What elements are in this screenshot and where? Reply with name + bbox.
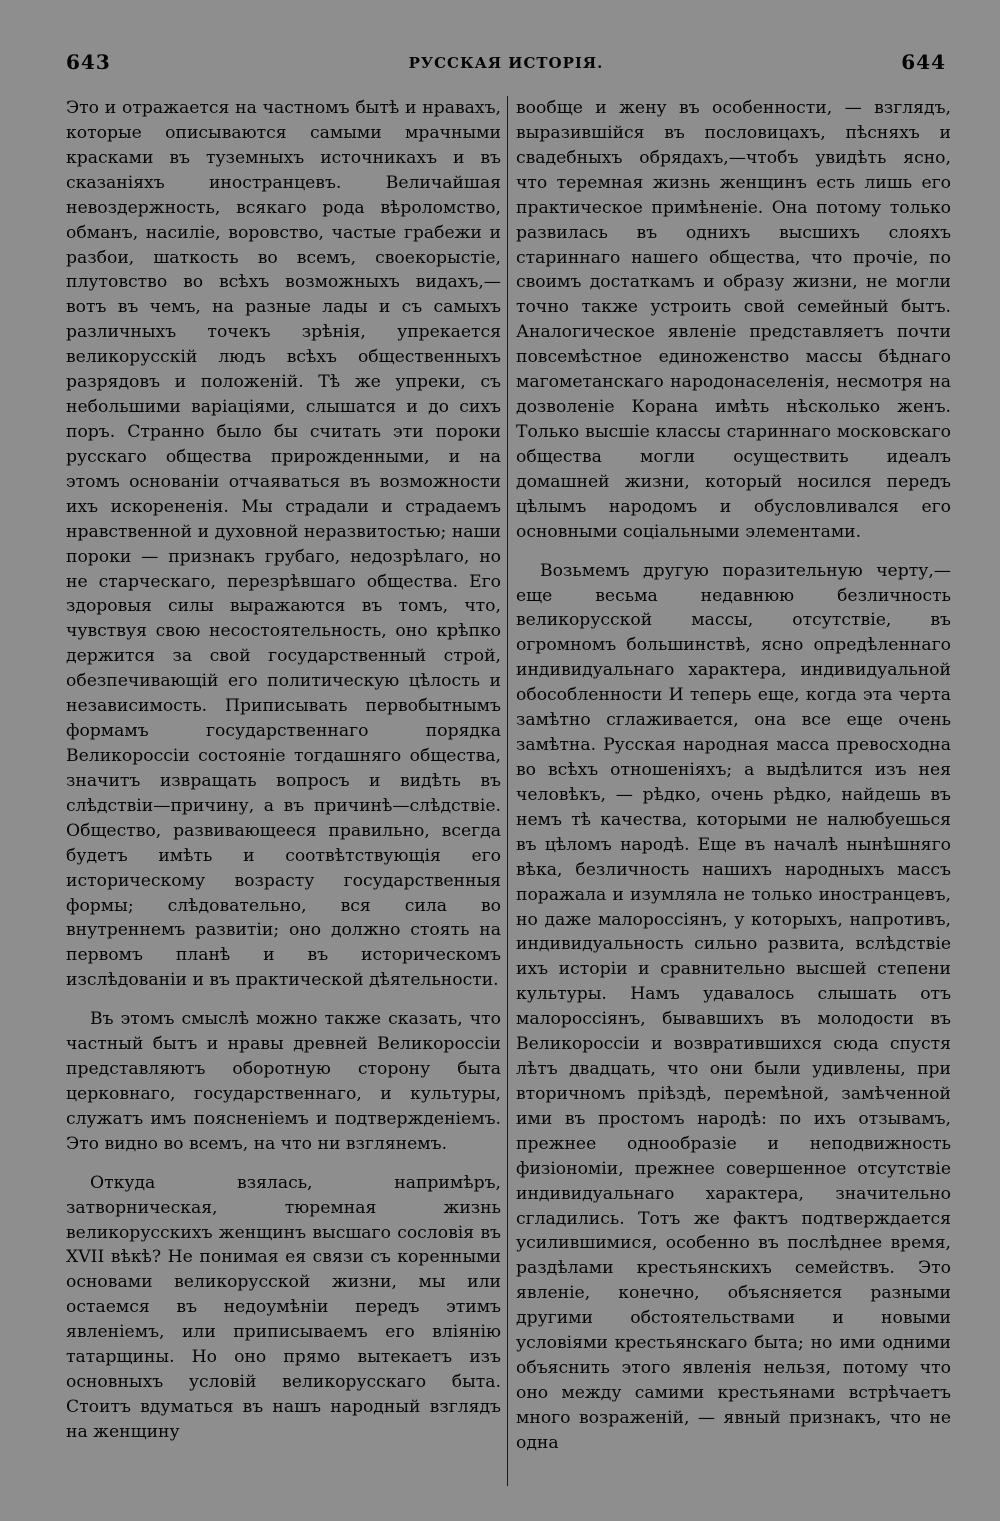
paragraph: вообще и жену въ особенности, — взглядъ, выразившійся въ пословицахъ, пѣсняхъ и свадебныхъ обрядахъ,—чтобъ увидѣть ясно, что теремная жизнь женщинъ есть лишь его практическое примѣненіе. Она потому только развилась въ однихъ высшихъ слояхъ стариннаго нашего общества, что прочіе, по своимъ достаткамъ и образу жизни, не могли точно также устроить свой семейный бытъ. Аналогическое явленіе представляетъ почти повсемѣстное единоженство массы бѣднаго магометанскаго народонаселенія, несмотря на дозволеніе Корана имѣть нѣсколько женъ. Только высшіе классы стариннаго московскаго общества могли осуществить идеалъ домашней жизни, который носился передъ цѣлымъ народомъ и обусловливался его основными соціальными элементами. [516,98,951,542]
page-number-left: 643 [66,50,111,74]
running-title: РУССКАЯ ИСТОРІЯ. [408,54,604,72]
paragraph: Это и отражается на частномъ бытѣ и нравахъ, которые описываются самыми мрачными красками въ туземныхъ источникахъ и въ сказаніяхъ иностранцевъ. Величайшая невоздержность, всякаго рода вѣроломство, обманъ, насиліе, воровство, частые грабежи и разбои, шаткость во всемъ, своекорыстіе, плутовство во всѣхъ возможныхъ видахъ,— вотъ въ чемъ, на разные лады и съ самыхъ различныхъ точекъ зрѣнія, упрекается великорусскій людъ всѣхъ общественныхъ разрядовъ и положеній. Тѣ же упреки, съ небольшими варіаціями, слышатся и до сихъ поръ. Странно было бы считать эти пороки русскаго общества прирожденными, и на этомъ основаніи отчаяваться въ возможности ихъ искорененія. Мы страдали и страдаемъ нравственной и духовной неразвитостью; наши пороки — признакъ грубаго, недозрѣлаго, но не старческаго, перезрѣвшаго общества. Его здоровыя силы выражаются въ томъ, что, чувствуя свою несостоятельность, оно крѣпко держится за свой государственный строй, обезпечивающій его политическую цѣлость и независимость. Приписывать первобытнымъ формамъ государственнаго порядка Великороссіи состояніе тогдашняго общества, значитъ извращать вопросъ и видѣть въ слѣдствіи—причину, а въ причинѣ—слѣдствіе. Общество, развивающееся правильно, всегда будетъ имѣть и соотвѣтствующія его историческому возрасту государственныя формы; слѣдовательно, вся сила во внутреннемъ развитіи; оно должно стоять на первомъ планѣ и въ историческомъ изслѣдованіи и въ практической дѣятельности. [66,98,501,991]
column-divider [507,96,508,1486]
page-number-right: 644 [901,50,946,74]
right-column [516,96,951,1491]
paragraph: Въ этомъ смыслѣ можно также сказать, что частный бытъ и нравы древней Великороссіи представляютъ оборотную сторону быта церковнаго, государственнаго, и культуры, служатъ имъ поясненіемъ и подтвержденіемъ. Это видно во всемъ, на что ни взглянемъ. [66,1009,501,1154]
page-header [66,50,946,82]
paragraph: Откуда взялась, напримѣръ, затворническая, тюремная жизнь великорусскихъ женщинъ высшаго сословія въ XVII вѣкѣ? Не понимая ея связи съ коренными основами великорусской жизни, мы или остаемся въ недоумѣніи передъ этимъ явленіемъ, или приписываемъ его вліянію татарщины. Но оно прямо вытекаетъ изъ основныхъ условій великорусскаго быта. Стоитъ вдуматься въ нашъ народный взглядъ на женщину [66,1172,501,1442]
paragraph: Возьмемъ другую поразительную черту,— еще весьма недавнюю безличность великорусской массы, отсутствіе, въ огромномъ большинствѣ, ясно опредѣленнаго индивидуальнаго характера, индивидуальной обособленности И теперь еще, когда эта черта замѣтно сглаживается, она все еще очень замѣтна. Русская народная масса превосходна во всѣхъ отношеніяхъ; а выдѣлится изъ нея человѣкъ, — рѣдко, очень рѣдко, найдешь въ немъ тѣ качества, которыми не налюбуешься въ цѣломъ народѣ. Еще въ началѣ нынѣшняго вѣка, безличность нашихъ народныхъ массъ поражала и изумляла не только иностранцевъ, но даже малороссіянъ, у которыхъ, напротивъ, индивидуальность сильно развита, вслѣдствіе ихъ исторіи и сравнительно высшей степени культуры. Намъ удавалось слышать отъ малороссіянъ, бывавшихъ въ молодости въ Великороссіи и возвратившихся сюда спустя лѣтъ двадцать, что они были удивлены, при вторичномъ пріѣздѣ, перемѣной, замѣченной ими въ простомъ народѣ: по ихъ отзывамъ, прежнее однообразіе и неподвижность физіономіи, прежнее совершенное отсутствіе индивидуальнаго характера, значительно сгладились. Тотъ же фактъ подтверждается усилившимися, особенно въ послѣднее время, раздѣлами крестьянскихъ семействъ. Это явленіе, конечно, объясняется разными другими обстоятельствами и новыми условіями крестьянскаго быта; но ими одними объяснить этого явленія нельзя, потому что оно между самими крестьянами встрѣчаетъ много возраженій, — явный признакъ, что не одна [516,560,951,1453]
left-column [66,96,501,1491]
